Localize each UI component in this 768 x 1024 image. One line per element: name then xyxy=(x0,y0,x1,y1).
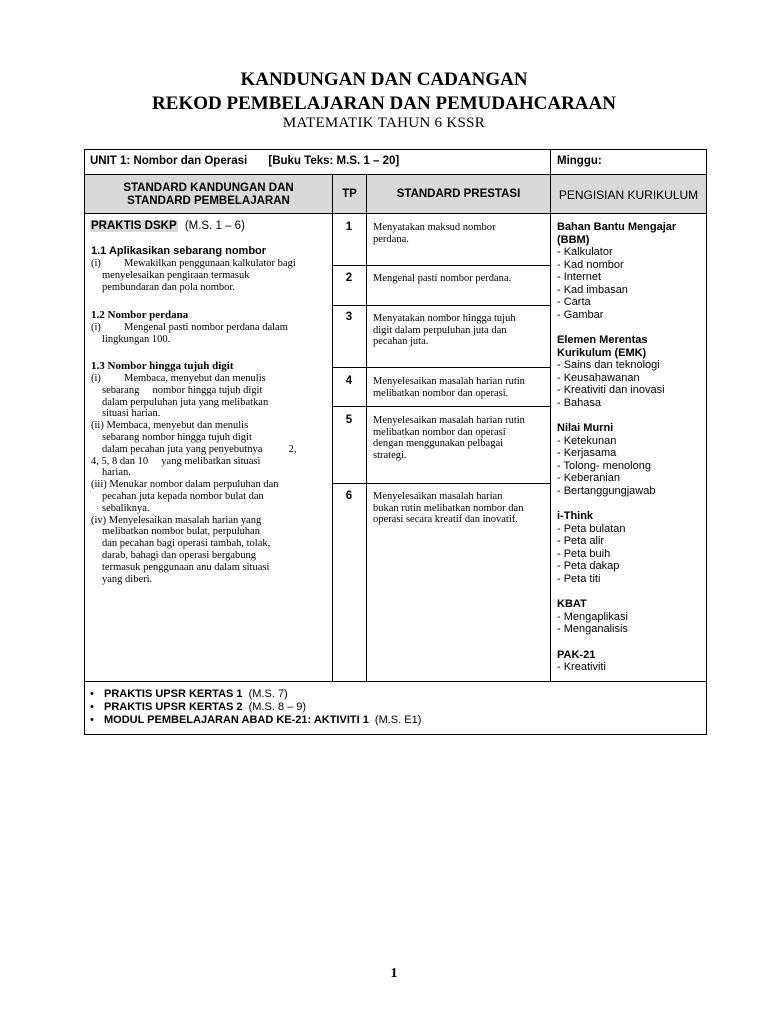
sp-row-1 xyxy=(373,222,548,245)
footer-item-2 xyxy=(90,701,306,713)
tp-level-4: 4 xyxy=(345,375,353,387)
sp-line: perdana. xyxy=(373,233,409,245)
tp-level-3: 3 xyxy=(345,311,353,323)
sk-line: dan pecahan bagi operasi tambah, tolak, xyxy=(102,538,271,550)
divider xyxy=(332,367,550,368)
pak21-heading: PAK-21 xyxy=(557,648,596,661)
sp-line: melibatkan nombor dan operasi xyxy=(373,426,506,438)
kur-item: - Kreativiti xyxy=(557,661,606,673)
footer-item-title: PRAKTIS UPSR KERTAS 2 xyxy=(104,701,243,713)
subject-line: MATEMATIK TAHUN 6 KSSR xyxy=(282,115,486,131)
footer-item-1 xyxy=(90,688,288,700)
sk-line: Mewakilkan penggunaan kalkulator bagi xyxy=(124,258,296,269)
sk-line: melibatkan nombor bulat, perpuluhan xyxy=(102,526,261,538)
kur-item: - Kalkulator xyxy=(557,246,613,258)
kur-item: - Sains dan teknologi xyxy=(557,359,660,371)
divider xyxy=(332,265,550,266)
column-header-sk-line1: STANDARD KANDUNGAN DAN xyxy=(123,182,294,194)
sp-row-5 xyxy=(373,415,548,461)
sp-row-6 xyxy=(373,491,548,526)
spacer xyxy=(557,585,707,598)
column-header-tp: TP xyxy=(342,188,357,200)
praktis-dskp xyxy=(90,220,245,232)
sp-line: Menyelesaikan masalah harian rutin xyxy=(373,376,525,387)
sp-row-2 xyxy=(373,273,548,285)
nilai-murni-heading: Nilai Murni xyxy=(557,422,614,434)
section-1-3-content xyxy=(91,373,326,585)
column-header-sk xyxy=(86,182,331,208)
kur-item: - Kad imbasan xyxy=(557,283,628,296)
section-1-1-content xyxy=(91,258,326,293)
kbat-heading: KBAT xyxy=(557,598,587,610)
sk-line: harian. xyxy=(102,467,131,479)
document-subtitle: REKOD PEMBELAJARAN DAN PEMUDAHCARAAN xyxy=(152,93,616,114)
bullet-icon: • xyxy=(90,688,94,700)
sk-line: sebarang nombor hingga tujuh digit xyxy=(102,431,252,443)
sp-row-4 xyxy=(373,376,548,399)
column-header-sk-line2: STANDARD PEMBELAJARAN xyxy=(127,195,290,207)
kur-item: - Menganalisis xyxy=(557,623,628,635)
footer-item-pages: (M.S. 8 – 9) xyxy=(248,701,307,713)
sk-line: pembundaran dan pola nombor. xyxy=(102,281,235,293)
document-title: KANDUNGAN DAN CADANGAN xyxy=(240,69,528,90)
sk-line: dalam pecahan juta yang penyebutnya 2, xyxy=(102,443,297,455)
sp-line: Menyelesaikan masalah harian rutin xyxy=(373,415,525,426)
sk-line: (ii) Membaca, menyebut dan menulis xyxy=(91,420,249,432)
kur-item: - Peta dakap xyxy=(557,560,620,572)
kur-item: - Bertanggungjawab xyxy=(557,484,656,497)
sk-line: yang diberi. xyxy=(102,573,153,585)
sk-line: (iii) Menukar nombor dalam perpuluhan dan xyxy=(91,479,279,491)
sp-line: Menyatakan nombor hingga tujuh xyxy=(373,313,516,324)
kur-item: - Tolong- menolong xyxy=(557,459,651,472)
sk-line: sebaliknya. xyxy=(102,502,150,514)
footer-item-title: PRAKTIS UPSR KERTAS 1 xyxy=(104,688,243,700)
footer-item-title: MODUL PEMBELAJARAN ABAD KE-21: AKTIVITI 1 xyxy=(104,714,369,726)
sp-line: melibatkan nombor dan operasi. xyxy=(373,387,509,399)
kur-item: - Internet xyxy=(557,271,602,283)
spacer xyxy=(557,409,707,422)
sk-line: (iv) Menyelesaikan masalah harian yang xyxy=(91,514,262,526)
week-label: Minggu: xyxy=(557,155,602,167)
kur-item: - Keberanian xyxy=(557,472,620,484)
sk-line: Membaca, menyebut dan menulis xyxy=(124,373,266,384)
praktis-dskp-label: PRAKTIS DSKP xyxy=(91,220,177,232)
sp-line: Menyatakan maksud nombor xyxy=(373,222,496,233)
kur-item: - Keusahawanan xyxy=(557,371,640,384)
unit-title: UNIT 1: Nombor dan Operasi xyxy=(90,155,248,167)
section-1-3-title: 1.3 Nombor hingga tujuh digit xyxy=(91,360,234,372)
page-number: 1 xyxy=(390,966,398,981)
divider xyxy=(332,406,550,407)
kur-item: - Kreativiti dan inovasi xyxy=(557,384,665,396)
sk-line: lingkungan 100. xyxy=(102,333,171,345)
sp-line: digit dalam perpuluhan juta dan xyxy=(373,324,507,336)
column-header-pk: PENGISIAN KURIKULUM xyxy=(558,188,699,202)
textbook-ref: [Buku Teks: M.S. 1 – 20] xyxy=(268,155,400,167)
spacer xyxy=(557,321,707,334)
divider xyxy=(332,483,550,484)
sk-line: (i) xyxy=(91,373,101,384)
sk-line: dalam perpuluhan juta yang melibatkan xyxy=(102,396,269,408)
ithink-heading: i-Think xyxy=(557,510,594,522)
sp-line: strategi. xyxy=(373,449,407,461)
sp-line: dengan menggunakan pelbagai xyxy=(373,438,504,449)
kur-item: - Peta bulatan xyxy=(557,522,626,535)
divider xyxy=(550,149,551,681)
tp-level-6: 6 xyxy=(345,490,353,502)
kur-item: - Peta buih xyxy=(557,547,611,560)
sp-line: pecahan juta. xyxy=(373,336,429,347)
tp-level-2: 2 xyxy=(345,272,353,284)
kur-item: - Bahasa xyxy=(557,396,602,409)
sk-line: termasuk penggunaan anu dalam situasi xyxy=(102,561,270,573)
sk-line: Mengenal pasti nombor perdana dalam xyxy=(124,322,288,333)
unit-label xyxy=(90,155,399,167)
sp-line: Menyelesaikan masalah harian xyxy=(373,491,503,502)
sk-line xyxy=(91,322,326,334)
section-1-2-content xyxy=(91,322,326,346)
divider xyxy=(84,213,707,214)
praktis-dskp-pages: (M.S. 1 – 6) xyxy=(184,220,245,232)
section-1-2-title: 1.2 Nombor perdana xyxy=(91,309,189,321)
bbm-heading: Bahan Bantu Mengajar xyxy=(557,221,677,233)
divider xyxy=(84,681,707,682)
divider xyxy=(332,174,333,681)
footer-item-pages: (M.S. 7) xyxy=(248,688,288,700)
sk-line xyxy=(91,258,326,270)
sk-line: situasi harian. xyxy=(102,408,161,420)
kur-item: - Carta xyxy=(557,296,591,308)
sp-line: Mengenal pasti nombor perdana. xyxy=(373,273,512,284)
bbm-heading: (BBM) xyxy=(557,233,590,246)
section-1-1-title: 1.1 Aplikasikan sebarang nombor xyxy=(91,245,267,257)
spacer xyxy=(557,497,707,510)
kur-item: - Mengaplikasi xyxy=(557,610,628,623)
spacer xyxy=(557,636,707,649)
divider xyxy=(84,174,707,175)
sk-line: pecahan juta kepada nombor bulat dan xyxy=(102,490,264,502)
sp-row-3 xyxy=(373,313,548,348)
bullet-icon: • xyxy=(90,701,94,713)
emk-heading: Kurikulum (EMK) xyxy=(557,346,647,359)
bullet-icon: • xyxy=(90,714,94,726)
emk-heading: Elemen Merentas xyxy=(557,334,648,346)
pengisian-kurikulum xyxy=(557,221,707,674)
kur-item: - Kerjasama xyxy=(557,447,617,459)
sp-line: bukan rutin melibatkan nombor dan xyxy=(373,502,524,514)
sp-line: operasi secara kreatif dan inovatif. xyxy=(373,514,518,525)
sk-line: (i) xyxy=(91,258,101,269)
sk-line: (i) xyxy=(91,322,101,333)
kur-item: - Kad nombor xyxy=(557,258,624,271)
sk-line: sebarang nombor hingga tujuh digit xyxy=(102,384,263,396)
sk-line xyxy=(91,373,326,385)
kur-item: - Peta titi xyxy=(557,572,601,585)
sk-line: darab, bahagi dan operasi bergabung xyxy=(102,549,257,561)
divider xyxy=(332,305,550,306)
footer-item-3 xyxy=(90,714,421,726)
column-header-sp: STANDARD PRESTASI xyxy=(396,188,521,200)
tp-level-1: 1 xyxy=(345,221,353,233)
footer-item-pages: (M.S. E1) xyxy=(374,714,422,726)
kur-item: - Ketekunan xyxy=(557,434,617,447)
kur-item: - Peta alir xyxy=(557,535,605,547)
sk-line: menyelesaikan pengiraan termasuk xyxy=(102,269,250,281)
kur-item: - Gambar xyxy=(557,308,604,321)
divider xyxy=(366,174,367,681)
sk-line: 4, 5, 8 dan 10 yang melibatkan situasi xyxy=(91,455,261,467)
tp-level-5: 5 xyxy=(345,414,353,426)
